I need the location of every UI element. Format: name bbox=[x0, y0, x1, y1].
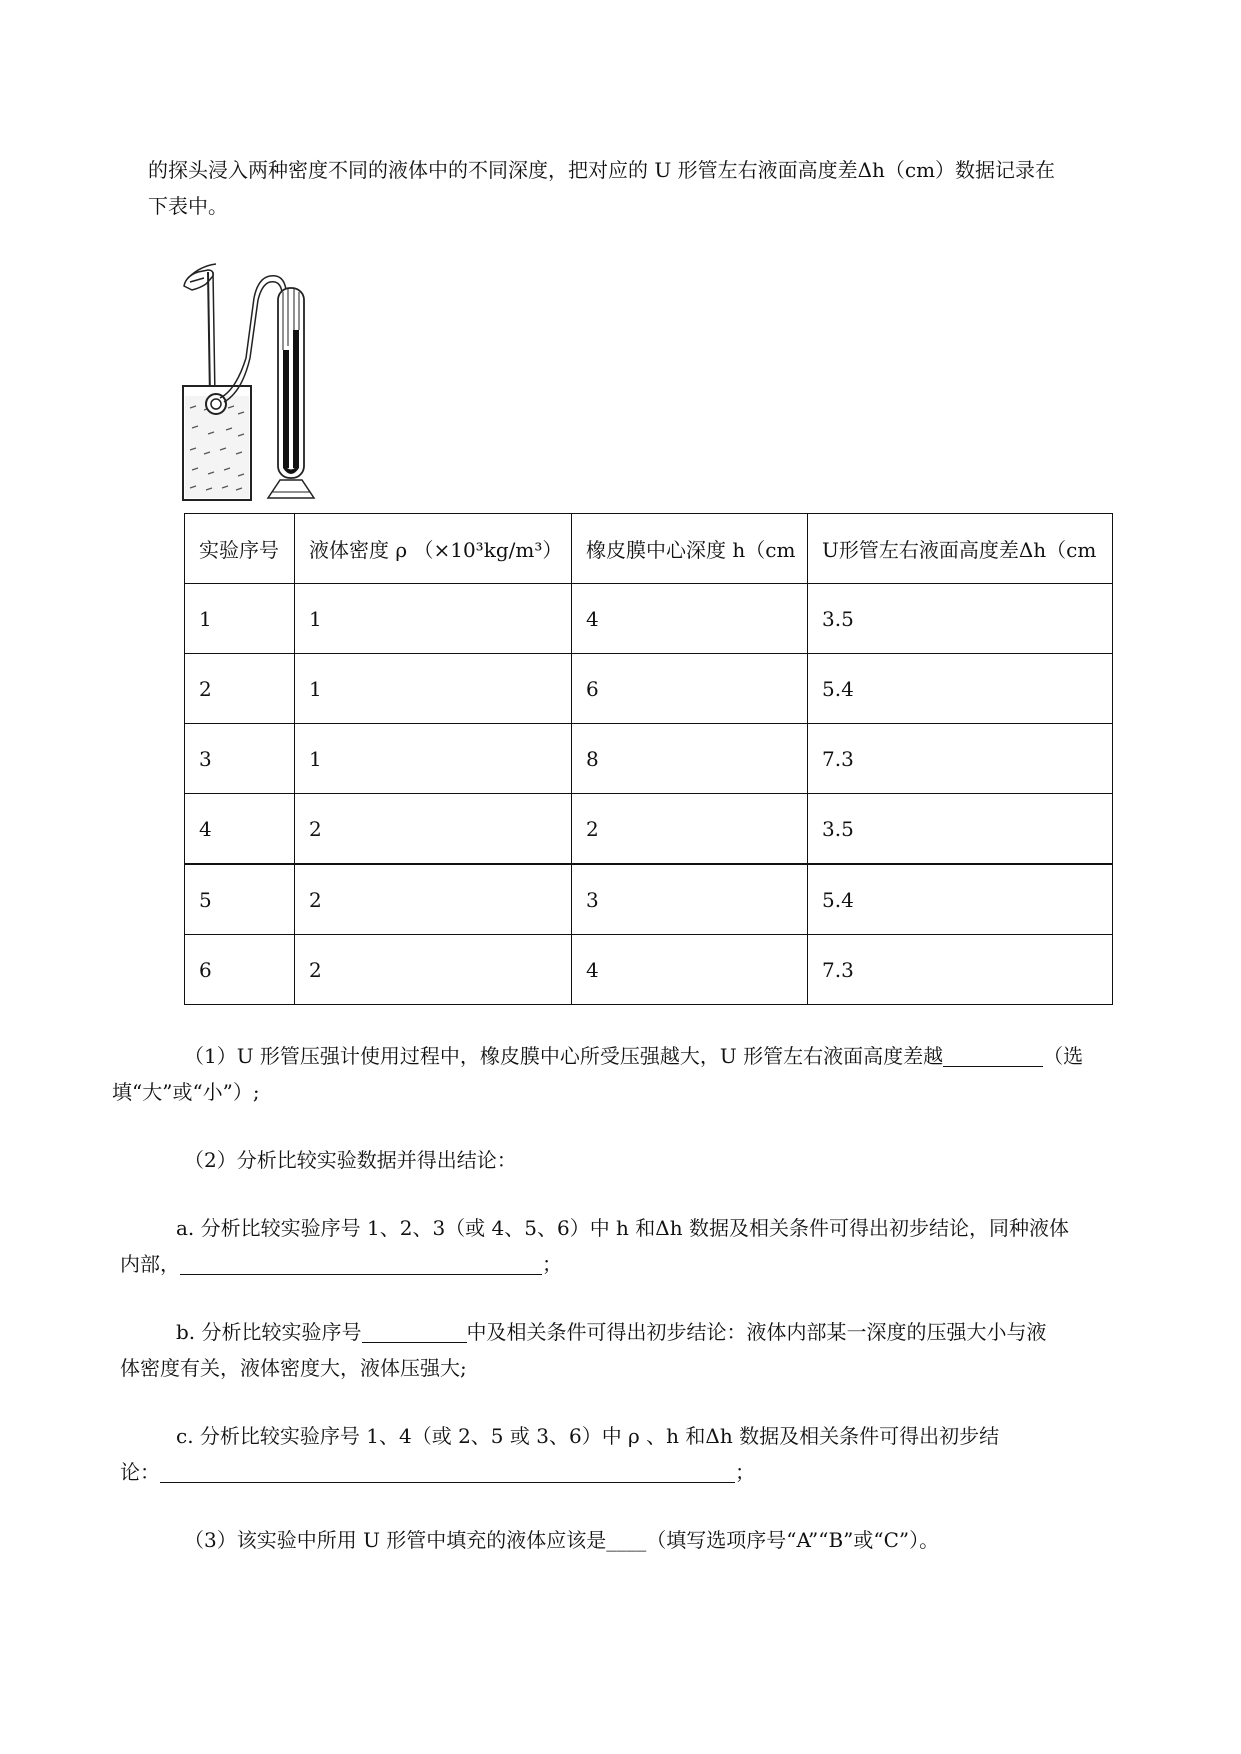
table-cell: 5.4 bbox=[808, 654, 1113, 724]
intro-line-1: 的探头浸入两种密度不同的液体中的不同深度，把对应的 U 形管左右液面高度差Δh（cm）数据记录在 bbox=[148, 158, 1056, 182]
question-3 bbox=[148, 1522, 1148, 1558]
question-2-text: （2）分析比较实验数据并得出结论： bbox=[184, 1148, 517, 1172]
intro-paragraph bbox=[148, 152, 1148, 224]
answer-blank-2b[interactable] bbox=[362, 1320, 467, 1343]
table-row bbox=[185, 724, 1113, 794]
question-2b-line-2: 体密度有关，液体密度大，液体压强大; bbox=[120, 1356, 467, 1380]
table-cell: 4 bbox=[572, 584, 808, 654]
table-cell: 5.4 bbox=[808, 864, 1113, 935]
table-cell: 7.3 bbox=[808, 935, 1113, 1005]
table-cell: 6 bbox=[185, 935, 295, 1005]
intro-line-2: 下表中。 bbox=[148, 194, 228, 218]
question-3-tail: （填写选项序号“A”“B”或“C”）。 bbox=[646, 1528, 940, 1552]
question-2 bbox=[148, 1142, 1148, 1178]
answer-blank-1[interactable] bbox=[943, 1044, 1043, 1067]
question-2b-tail: 中及相关条件可得出初步结论：液体内部某一深度的压强大小与液 bbox=[466, 1320, 1047, 1344]
table-cell: 4 bbox=[572, 935, 808, 1005]
table-cell: 2 bbox=[295, 864, 572, 935]
header-trial-number: 实验序号 bbox=[185, 514, 295, 584]
question-2a bbox=[120, 1210, 1148, 1282]
table-cell: 3.5 bbox=[808, 584, 1113, 654]
question-3-text: （3）该实验中所用 U 形管中填充的液体应该是 bbox=[184, 1528, 607, 1552]
table-cell: 5 bbox=[185, 864, 295, 935]
question-1-tail: （选 bbox=[1043, 1044, 1084, 1068]
table-cell: 1 bbox=[185, 584, 295, 654]
answer-blank-2a[interactable] bbox=[180, 1252, 542, 1275]
question-2c-text: c. 分析比较实验序号 1、4（或 2、5 或 3、6）中 ρ 、h 和Δh 数据及相关条件可得出初步结 bbox=[176, 1424, 1000, 1448]
question-2a-text: a. 分析比较实验序号 1、2、3（或 4、5、6）中 h 和Δh 数据及相关条件可得出初步结论，同种液体 bbox=[176, 1216, 1069, 1240]
table-cell: 1 bbox=[295, 584, 572, 654]
table-header-row bbox=[185, 514, 1113, 584]
table-cell: 3 bbox=[185, 724, 295, 794]
answer-blank-2c[interactable] bbox=[160, 1460, 735, 1483]
table-cell: 1 bbox=[295, 724, 572, 794]
question-2c-tail: ； bbox=[735, 1460, 755, 1484]
table-cell: 7.3 bbox=[808, 724, 1113, 794]
question-2a-line-2: 内部， bbox=[120, 1252, 180, 1276]
table-cell: 2 bbox=[295, 794, 572, 865]
table-row bbox=[185, 794, 1113, 865]
question-1 bbox=[112, 1038, 1148, 1110]
table-cell: 6 bbox=[572, 654, 808, 724]
question-2c-line-2: 论： bbox=[120, 1460, 160, 1484]
answer-blank-3[interactable]: ____ bbox=[606, 1528, 647, 1552]
table-row bbox=[185, 935, 1113, 1005]
table-cell: 3 bbox=[572, 864, 808, 935]
header-membrane-depth: 橡皮膜中心深度 h（cm bbox=[572, 514, 808, 584]
table-cell: 3.5 bbox=[808, 794, 1113, 865]
table-cell: 2 bbox=[185, 654, 295, 724]
table-cell: 2 bbox=[572, 794, 808, 865]
table-cell: 8 bbox=[572, 724, 808, 794]
header-liquid-density: 液体密度 ρ （×10³kg/m³） bbox=[295, 514, 572, 584]
question-2b bbox=[120, 1314, 1148, 1386]
hand-icon bbox=[184, 264, 216, 290]
header-height-difference: U形管左右液面高度差Δh（cm bbox=[808, 514, 1113, 584]
question-2c bbox=[120, 1418, 1148, 1490]
u-tube-manometer-icon bbox=[268, 288, 314, 498]
table-row bbox=[185, 864, 1113, 935]
table-cell: 2 bbox=[295, 935, 572, 1005]
question-1-text: （1）U 形管压强计使用过程中，橡皮膜中心所受压强越大，U 形管左右液面高度差越 bbox=[184, 1044, 944, 1068]
question-2b-text: b. 分析比较实验序号 bbox=[176, 1320, 362, 1344]
table-row bbox=[185, 584, 1113, 654]
question-2a-tail: ； bbox=[542, 1252, 562, 1276]
table-cell: 4 bbox=[185, 794, 295, 865]
table-cell: 1 bbox=[295, 654, 572, 724]
data-table bbox=[184, 513, 1113, 1005]
question-1-line-2: 填“大”或“小”）; bbox=[112, 1080, 260, 1104]
pressure-gauge-figure bbox=[180, 258, 370, 508]
table-row bbox=[185, 654, 1113, 724]
